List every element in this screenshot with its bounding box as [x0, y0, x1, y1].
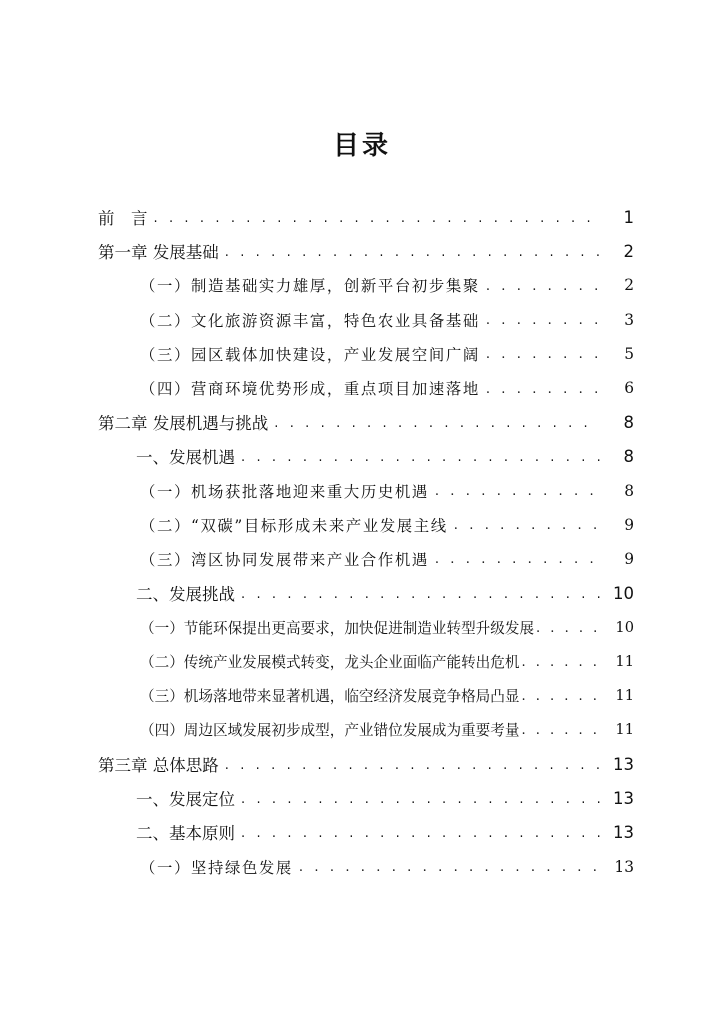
- toc-entry-page-number: 2: [624, 276, 634, 295]
- toc-entry-page-number: 9: [624, 515, 634, 534]
- toc-entry[interactable]: [0, 542, 724, 576]
- dot-leader: [225, 758, 600, 773]
- toc-entry-page-number: 10: [615, 618, 634, 636]
- toc-entry[interactable]: [0, 747, 724, 781]
- toc-entry-page-number: 13: [613, 754, 634, 774]
- toc-entry[interactable]: [0, 439, 724, 473]
- toc-entry-page-number: 11: [615, 687, 634, 705]
- dot-leader: [241, 792, 600, 807]
- toc-entry[interactable]: [0, 850, 724, 884]
- toc-entry-label: （一）节能环保提出更高要求，加快促进制造业转型升级发展: [140, 619, 535, 637]
- toc-entry-page-number: 13: [613, 822, 634, 842]
- toc-entry-page-number: 3: [624, 310, 634, 329]
- dot-leader: [435, 484, 600, 499]
- toc-entry-page-number: 13: [614, 857, 634, 876]
- toc-entry[interactable]: [0, 234, 724, 268]
- toc-entry-page-number: 13: [613, 788, 634, 808]
- toc-entry-page-number: 1: [623, 207, 634, 227]
- toc-entry[interactable]: [0, 508, 724, 542]
- toc-entry-label: （三）湾区协同发展带来产业合作机遇: [140, 550, 429, 569]
- dot-leader: [486, 279, 600, 294]
- toc-entry[interactable]: [0, 303, 724, 337]
- toc-entry-label: 第三章 总体思路: [98, 756, 219, 776]
- toc-entry[interactable]: [0, 474, 724, 508]
- toc-entry-label: 二、发展挑战: [136, 585, 235, 605]
- toc-entry[interactable]: [0, 200, 724, 234]
- toc-entry-page-number: 8: [623, 446, 634, 466]
- toc-entry[interactable]: [0, 610, 724, 644]
- toc-entry-page-number: 9: [624, 549, 634, 568]
- dot-leader: [274, 416, 600, 431]
- dot-leader: [486, 347, 600, 362]
- dot-leader: [435, 552, 600, 567]
- toc-entry-label: （四）营商环境优势形成，重点项目加速落地: [140, 380, 480, 399]
- toc-entry-label: 第二章 发展机遇与挑战: [98, 414, 269, 434]
- toc-entry-page-number: 2: [623, 241, 634, 261]
- toc-entry-page-number: 8: [624, 481, 634, 500]
- toc-entry-label: 二、基本原则: [136, 824, 235, 844]
- toc-entry[interactable]: [0, 405, 724, 439]
- dot-leader: [241, 450, 600, 465]
- toc-entry-page-number: 11: [615, 653, 634, 671]
- toc-entry[interactable]: [0, 576, 724, 610]
- dot-leader: [521, 723, 600, 738]
- toc-entry-label: （二）“双碳”目标形成未来产业发展主线: [140, 516, 448, 535]
- dot-leader: [521, 655, 600, 670]
- toc-entry-page-number: 11: [615, 721, 634, 739]
- toc-entry-label: （一）坚持绿色发展: [140, 858, 293, 877]
- dot-leader: [454, 518, 600, 533]
- dot-leader: [521, 689, 600, 704]
- toc-entry-label: （三）机场落地带来显著机遇，临空经济发展竞争格局凸显: [140, 688, 520, 706]
- toc-entry[interactable]: [0, 815, 724, 849]
- toc-entry-label: （三）园区载体加快建设，产业发展空间广阔: [140, 345, 480, 364]
- toc-entry-label: （四）周边区域发展初步成型，产业错位发展成为重要考量: [140, 722, 520, 740]
- dot-leader: [241, 826, 600, 841]
- toc-entry-label: 一、发展定位: [136, 790, 235, 810]
- toc-entry[interactable]: [0, 268, 724, 302]
- toc-entry[interactable]: [0, 781, 724, 815]
- toc-entry-label: （一）制造基础实力雄厚，创新平台初步集聚: [140, 277, 480, 296]
- toc-entry-label: 一、发展机遇: [136, 448, 235, 468]
- toc-entry-label: （二）传统产业发展模式转变，龙头企业面临产能转出危机: [140, 654, 520, 672]
- toc-entry-label: 前 言: [98, 209, 148, 229]
- dot-leader: [486, 313, 600, 328]
- toc-entry[interactable]: [0, 337, 724, 371]
- toc-entry-page-number: 10: [613, 583, 634, 603]
- toc-entry-page-number: 6: [624, 379, 634, 398]
- toc-list: [0, 200, 724, 884]
- toc-title: 目录: [332, 131, 391, 161]
- toc-entry[interactable]: [0, 371, 724, 405]
- toc-entry-page-number: 5: [624, 344, 634, 363]
- dot-leader: [299, 860, 600, 875]
- dot-leader: [536, 621, 600, 636]
- toc-entry-label: 第一章 发展基础: [98, 243, 219, 263]
- toc-entry-label: （二）文化旅游资源丰富，特色农业具备基础: [140, 311, 480, 330]
- dot-leader: [225, 245, 600, 260]
- toc-entry[interactable]: [0, 644, 724, 678]
- dot-leader: [241, 587, 600, 602]
- toc-entry-label: （一）机场获批落地迎来重大历史机遇: [140, 482, 429, 501]
- toc-entry[interactable]: [0, 679, 724, 713]
- toc-entry[interactable]: [0, 713, 724, 747]
- toc-entry-page-number: 8: [623, 412, 634, 432]
- dot-leader: [486, 382, 600, 397]
- dot-leader: [154, 211, 601, 226]
